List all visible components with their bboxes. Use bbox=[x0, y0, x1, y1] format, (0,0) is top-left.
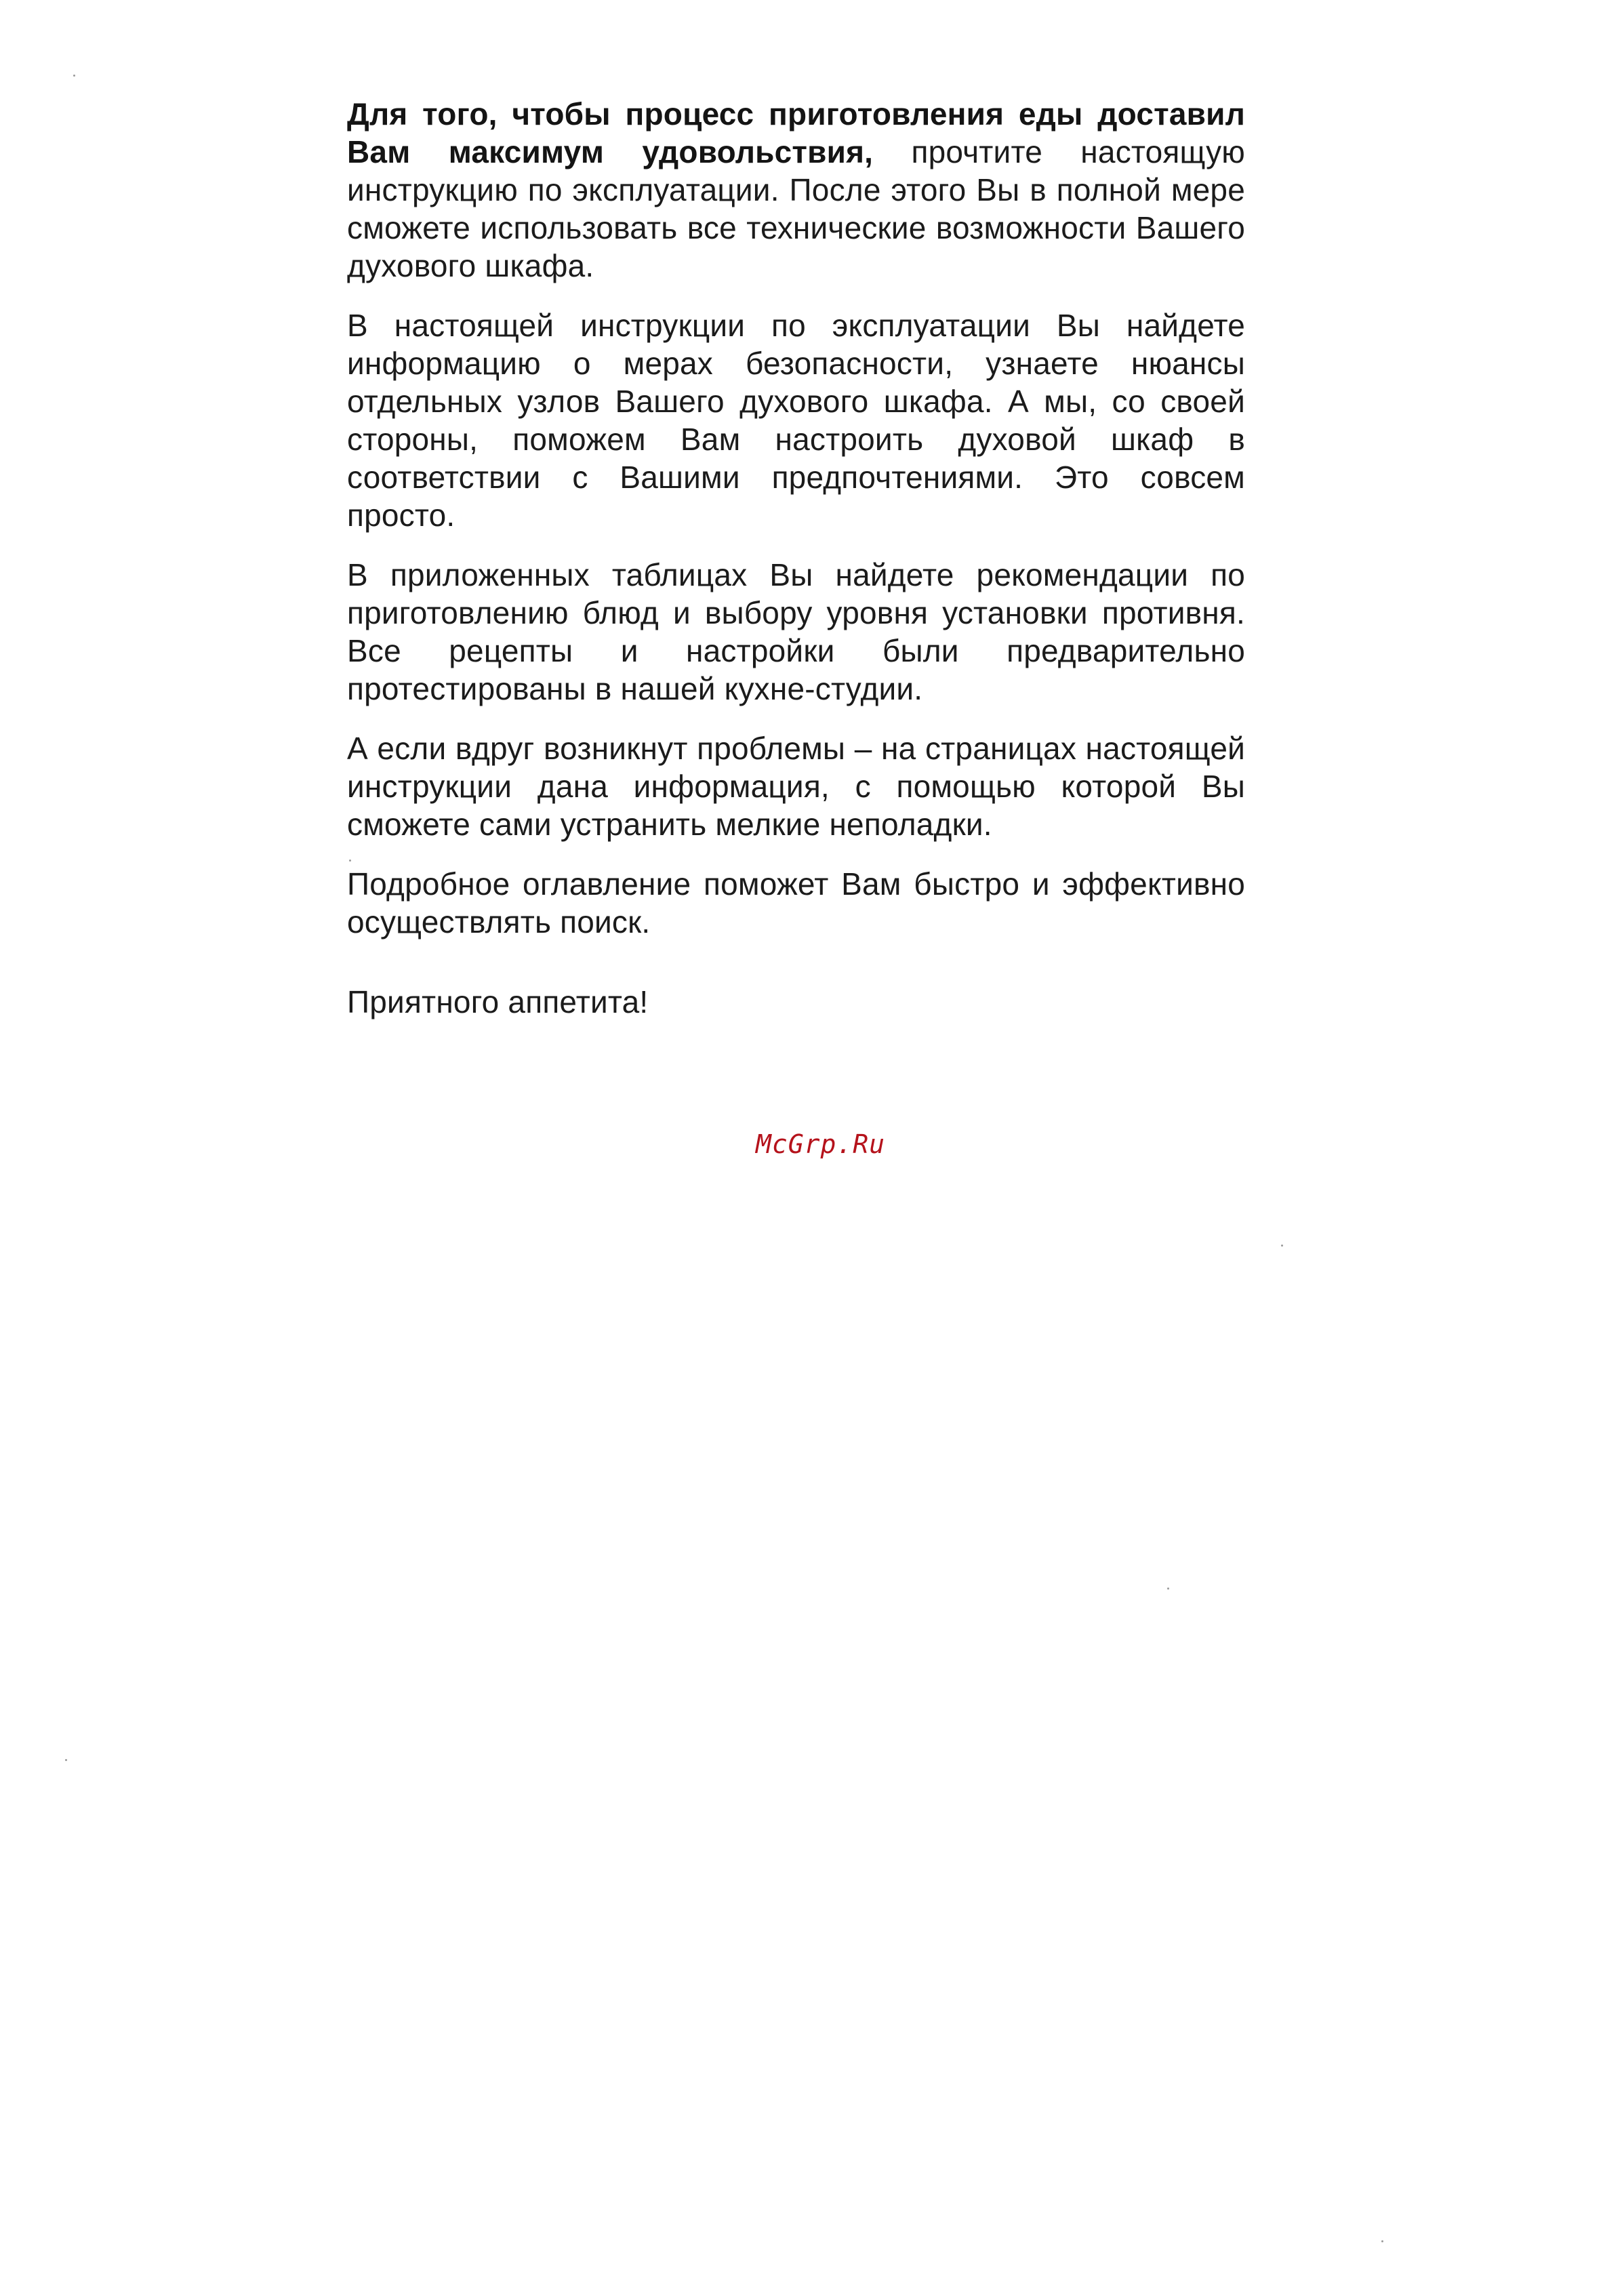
paragraph-1-text: прочтите настоящую инструкцию по эксплуатации. После этого Вы в полной мере сможете использовать все технические возможности Вашего духового шкафа. bbox=[347, 134, 1246, 283]
scan-speck bbox=[65, 1759, 67, 1761]
intro-text bbox=[347, 95, 1245, 1043]
closing-line: Приятного аппетита! bbox=[347, 984, 649, 1019]
scan-speck bbox=[1381, 2240, 1383, 2242]
paragraph-3: В приложенных таблицах Вы найдете рекомендации по приготовлению блюд и выбору уровня установки противня. Все рецепты и настройки были предварительно протестированы в нашей кухне-студии. bbox=[347, 557, 1245, 706]
paragraph-1-lead: Для того, чтобы процесс приготовления еды доставил Вам максимум удовольствия, bbox=[347, 96, 1245, 169]
watermark-link[interactable]: McGrp.Ru bbox=[756, 1129, 886, 1159]
scan-speck bbox=[73, 75, 75, 77]
scan-speck bbox=[1167, 1588, 1169, 1590]
paragraph-4: А если вдруг возникнут проблемы – на страницах настоящей инструкции дана информация, с помощью которой Вы сможете сами устранить мелкие неполадки. bbox=[347, 731, 1245, 842]
scan-speck bbox=[349, 860, 351, 862]
scan-speck bbox=[1281, 1245, 1283, 1247]
paragraph-5: Подробное оглавление поможет Вам быстро и эффективно осуществлять поиск. bbox=[347, 866, 1245, 940]
paragraph-2: В настоящей инструкции по эксплуатации Вы найдете информацию о мерах безопасности, узнаете нюансы отдельных узлов Вашего духового шкафа. А мы, со своей стороны, поможем Вам настроить духовой шкаф в соответствии с Вашими предпочтениями. Это совсем просто. bbox=[347, 308, 1245, 533]
paragraph-1 bbox=[347, 95, 1245, 285]
